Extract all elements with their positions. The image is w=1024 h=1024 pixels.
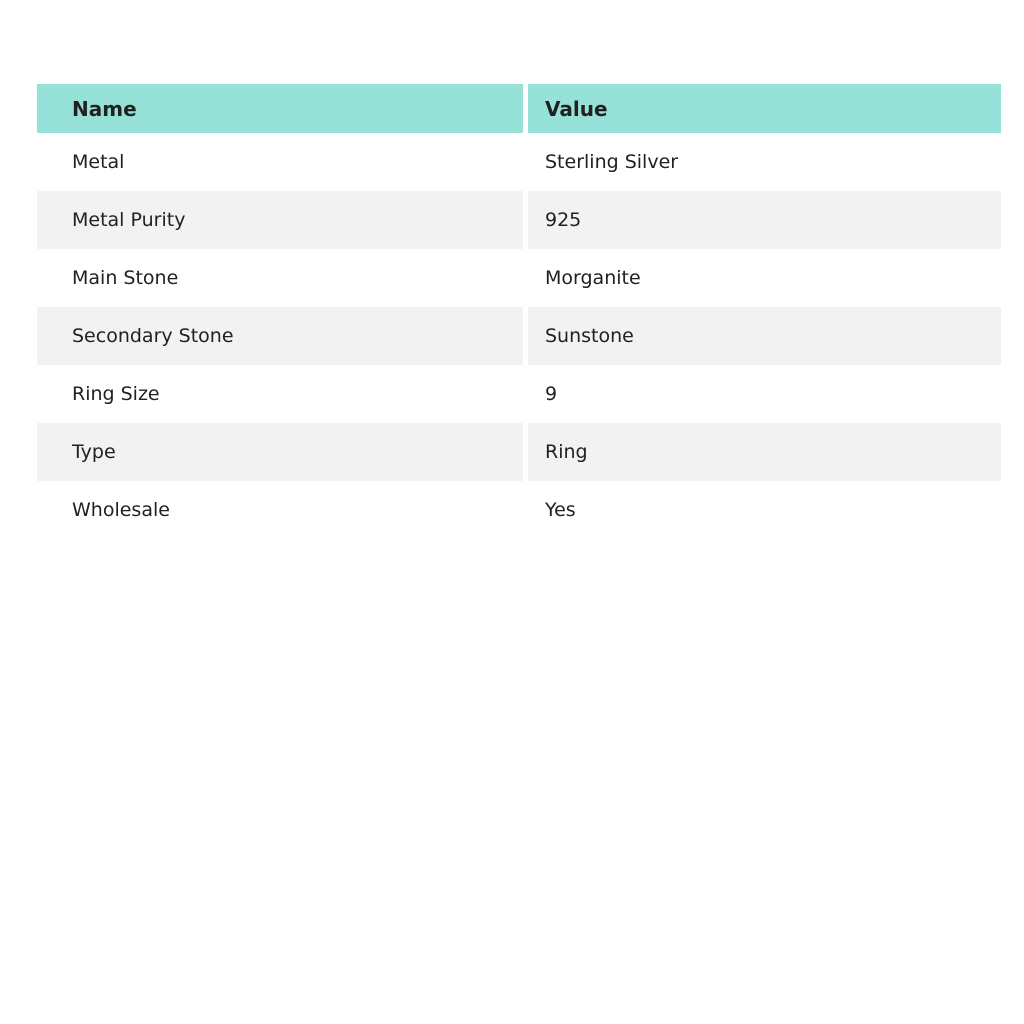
attribute-value: 925 bbox=[528, 191, 1001, 249]
attribute-name: Metal Purity bbox=[37, 191, 523, 249]
attribute-value: Morganite bbox=[545, 266, 641, 289]
attribute-name: Wholesale bbox=[72, 498, 170, 521]
attribute-name: Main Stone bbox=[72, 266, 179, 289]
table-header-row bbox=[37, 84, 1001, 133]
table-row bbox=[37, 307, 1001, 365]
attribute-value: Sterling Silver bbox=[545, 150, 679, 173]
column-header-value: Value bbox=[528, 84, 1001, 133]
table-row bbox=[37, 481, 1001, 539]
attribute-value: Yes bbox=[545, 498, 576, 521]
attribute-name: Type bbox=[37, 423, 523, 481]
table-row bbox=[37, 191, 1001, 249]
attribute-name: Secondary Stone bbox=[37, 307, 523, 365]
table-row bbox=[37, 249, 1001, 307]
product-attributes-table bbox=[37, 84, 1001, 539]
attribute-name: Ring Size bbox=[72, 382, 160, 405]
attribute-value: 9 bbox=[545, 382, 558, 405]
attribute-value: Sunstone bbox=[528, 307, 1001, 365]
attribute-value: Ring bbox=[528, 423, 1001, 481]
column-header-name: Name bbox=[37, 84, 523, 133]
table-row bbox=[37, 133, 1001, 191]
attribute-name: Metal bbox=[72, 150, 125, 173]
table-row bbox=[37, 423, 1001, 481]
table-row bbox=[37, 365, 1001, 423]
